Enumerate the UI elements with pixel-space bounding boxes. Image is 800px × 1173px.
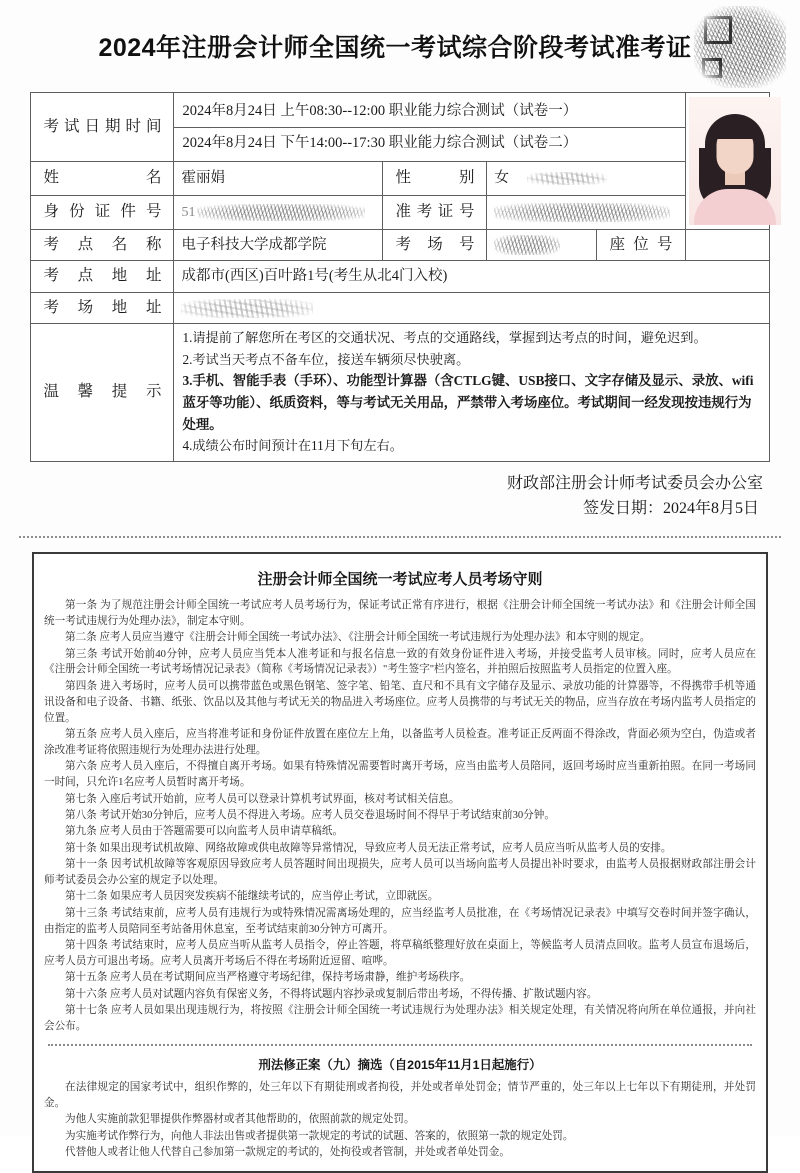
photo-fringe xyxy=(713,123,757,139)
room-number-label: 考场号 xyxy=(383,230,487,261)
room-address-value xyxy=(174,292,769,323)
table-row-id-admission xyxy=(31,196,769,230)
exam-datetime-line-2: 2024年8月24日 下午14:00--17:30 职业能力综合测试（试卷二） xyxy=(174,127,684,159)
room-number-redaction xyxy=(494,235,560,255)
id-number-value: 51 xyxy=(174,196,383,230)
criminal-law-paragraph: 为实施考试作弊行为，向他人非法出售或者提供第一款规定的考试的试题、答案的，依照第一款的规定处罚。 xyxy=(65,1130,574,1142)
tip-item-4: 4.成绩公布时间预计在11月下旬左右。 xyxy=(182,438,403,454)
rule-article: 第九条 应考人员由于答题需要可以向监考人员申请草稿纸。 xyxy=(65,826,344,838)
tip-item-2: 2.考试当天考点不备车位，接送车辆须尽快驶离。 xyxy=(182,351,470,367)
name-label: 姓 名 xyxy=(31,162,174,196)
qr-corner-bottom-left xyxy=(702,58,722,78)
qr-corner-top-left xyxy=(704,16,732,44)
criminal-law-paragraph: 在法律规定的国家考试中，组织作弊的，处三年以下有期徒刑或者拘役，并处或者单处罚金；情节严重的，处三年以上七年以下有期徒刑，并处罚金。 xyxy=(44,1081,756,1109)
tip-item-3: 3.手机、智能手表（手环）、功能型计算器（含CTLG键、USB接口、文字存储及显示、录放、wifi蓝牙等功能）、纸质资料，等与考试无关用品，严禁带入考场座位。考试期间一经发现按违规行为处理。 xyxy=(182,373,754,432)
rule-article: 第十一条 因考试机故障等客观原因导致应考人员答题时间出现损失，应考人员可以当场向监考人员提出补时要求，由监考人员报据财政部注册会计师考试委员会办公室的规定予以处理。 xyxy=(44,859,756,886)
criminal-law-title: 刑法修正案（九）摘选（自2015年11月1日起施行） xyxy=(258,1057,542,1072)
rule-article: 第十六条 应考人员对试题内容负有保密义务，不得将试题内容抄录或复制后带出考场，不得传播、扩散试题内容。 xyxy=(65,988,598,1000)
ticket-info-table xyxy=(30,92,769,462)
admission-number-value xyxy=(487,196,685,230)
criminal-law-paragraph: 代替他人或者让他人代替自己参加第一款规定的考试的，处拘役或者管制，并处或者单处罚金。 xyxy=(65,1146,510,1158)
section-divider xyxy=(19,536,781,538)
exam-datetime-label: 考试日期时间 xyxy=(31,93,174,162)
criminal-law-paragraph: 为他人实施前款犯罪提供作弊器材或者其他帮助的，依照前款的规定处罚。 xyxy=(65,1114,415,1126)
rule-article: 第二条 应考人员应当遵守《注册会计师全国统一考试办法》、《注册会计师全国统一考试违规行为处理办法》和本守则的规定。 xyxy=(65,632,651,644)
rule-article: 第一条 为了规范注册会计师全国统一考试应考人员考场行为，保证考试正常有序进行，根据《注册会计师全国统一考试办法》和《注册会计师全国统一考试违规行为处理办法》，制定本守则。 xyxy=(44,599,756,627)
signature-block xyxy=(31,471,769,522)
title-area xyxy=(0,0,800,92)
table-row-site-address xyxy=(31,261,769,292)
photo-image xyxy=(689,97,781,225)
rule-article: 第十七条 应考人员如果出现违规行为，将按照《注册会计师全国统一考试违规行为处理办法》相关规定处理，有关情况将向所在单位通报，并向社会公布。 xyxy=(44,1005,756,1032)
rule-article: 第十四条 考试结束时，应考人员应当听从监考人员指令，停止答题，将草稿纸整理好放在桌面上，等候监考人员清点回收。监考人员宣布退场后，应考人员方可退出考场。应考人员离开考场后不得在考场附近逗留、喧哗。 xyxy=(44,940,756,967)
rule-article: 第十二条 如果应考人员因突发疾病不能继续考试的，应当停止考试，立即就医。 xyxy=(65,891,439,903)
table-row-name-gender xyxy=(31,162,769,196)
exam-datetime-line-1: 2024年8月24日 上午08:30--12:00 职业能力综合测试（试卷一） xyxy=(182,102,578,119)
table-row-tips xyxy=(31,324,769,461)
rule-article: 第十条 如果出现考试机故障、网络故障或供电故障等异常情况，导致应考人员无法正常考试，应考人员应当听从监考人员的安排。 xyxy=(65,842,672,854)
issue-date: 签发日期：2024年8月5日 xyxy=(582,500,759,518)
table-row-room-address xyxy=(31,292,769,323)
gender-label: 性 别 xyxy=(383,162,487,196)
room-address-label: 考场地址 xyxy=(31,292,174,323)
rule-article: 第六条 应考人员入座后，不得擅自离开考场。如果有特殊情况需要暂时离开考场，应当由监考人员陪同，返回考场时应当重新拍照。在同一考场同一时间，只允许1名应考人员暂时离开考场。 xyxy=(44,761,756,789)
rule-article: 第三条 考试开始前40分钟，应考人员应当凭本人准考证和与报名信息一致的有效身份证件进入考场，并接受监考人员审核。同时，应考人员应在《注册会计师全国统一考试考场情况记录表》（简称《考场情况记录表》）"考生签字"栏内签名，并拍照后按照监考人员指定的位置入座。 xyxy=(44,648,756,676)
admission-number-redaction xyxy=(494,203,670,222)
rule-article: 第七条 入座后考试开始前，应考人员可以登录计算机考试界面，核对考试相关信息。 xyxy=(65,793,460,805)
name-value: 霍丽娟 xyxy=(174,162,383,196)
site-name-value: 电子科技大学成都学院 xyxy=(174,230,383,261)
tips-label: 温馨提示 xyxy=(31,324,174,461)
exam-rules-box xyxy=(32,552,768,1173)
rule-article: 第八条 考试开始30分钟后，应考人员不得进入考场。应考人员交卷退场时间不得早于考试结束前30分钟。 xyxy=(65,809,555,821)
criminal-law-divider xyxy=(48,1044,752,1046)
id-number-label: 身份证件号 xyxy=(31,196,174,230)
admission-number-label: 准考证号 xyxy=(383,196,487,230)
id-number-redaction xyxy=(197,204,365,221)
seat-number-label: 座位号 xyxy=(597,230,685,261)
rule-article: 第四条 进入考场时，应考人员可以携带蓝色或黑色钢笔、签字笔、铅笔、直尺和不具有文字储存及显示、录放功能的计算器等，不得携带手机等通讯设备和电子设备、书籍、纸张、饮品以及其他与考试无关的物品进入考场座位。应考人员携带的与考试无关的物品，应当存放在考场内监考人员指定的位置。 xyxy=(44,680,756,724)
table-row-site-room-seat xyxy=(31,230,769,261)
gender-value: 女 xyxy=(487,162,685,196)
page-title: 2024年注册会计师全国统一考试综合阶段考试准考证 xyxy=(98,34,692,62)
issuer-name: 财政部注册会计师考试委员会办公室 xyxy=(506,474,763,492)
tip-item-1: 1.请提前了解您所在考区的交通状况、考点的交通路线，掌握到达考点的时间，避免迟到。 xyxy=(182,330,707,346)
site-address-value: 成都市(西区)百叶路1号(考生从北4门入校) xyxy=(174,261,769,292)
qr-code-icon xyxy=(694,6,786,88)
tips-value xyxy=(174,324,769,461)
site-name-label: 考点名称 xyxy=(31,230,174,261)
rules-title: 注册会计师全国统一考试应考人员考场守则 xyxy=(257,570,543,588)
site-address-label: 考点地址 xyxy=(31,261,174,292)
candidate-photo xyxy=(685,93,769,230)
rule-article: 第五条 应考人员入座后，应当将准考证和身份证件放置在座位左上角，以备监考人员检查。准考证正反两面不得涂改，背面必须为空白，伪造或者涂改准考证将依照违规行为处理办法进行处理。 xyxy=(44,728,756,756)
rule-article: 第十五条 应考人员在考试期间应当严格遵守考场纪律，保持考场肃静，维护考场秩序。 xyxy=(65,972,471,984)
room-number-value xyxy=(487,230,597,261)
seat-number-value xyxy=(685,230,769,261)
gender-row-smudge xyxy=(527,172,607,185)
table-row-exam-datetime xyxy=(31,93,769,162)
rule-article: 第十三条 考试结束前，应考人员有违规行为或特殊情况需离场处理的，应当经监考人员批准，在《考场情况记录表》中填写交卷时间并签字确认，由指定的监考人员陪同至考站备用休息室，至考试结束前30分钟方可离开。 xyxy=(44,907,756,935)
room-address-redaction xyxy=(181,299,313,318)
exam-datetime-value xyxy=(174,93,685,162)
